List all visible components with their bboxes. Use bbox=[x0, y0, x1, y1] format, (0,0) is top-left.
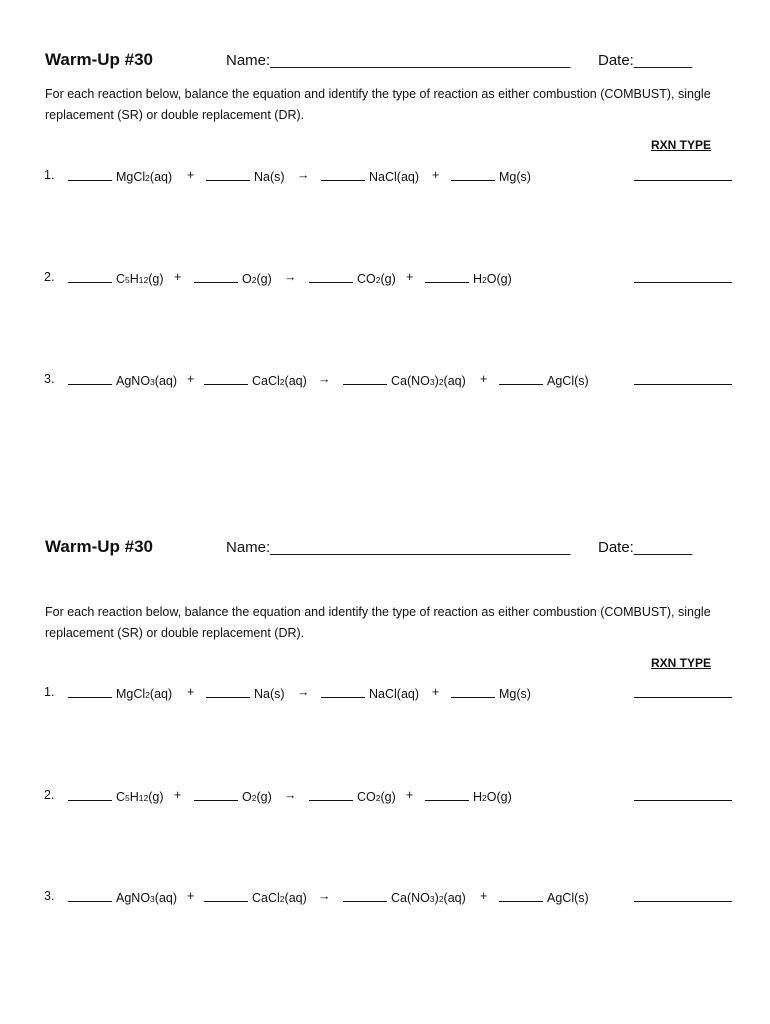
formula-base-2: H bbox=[129, 272, 139, 286]
coefficient-blank[interactable] bbox=[321, 685, 365, 698]
formula-subscript: 3 bbox=[150, 894, 155, 904]
worksheet-title: Warm-Up #30 bbox=[45, 537, 154, 556]
formula-subscript: 2 bbox=[279, 377, 285, 387]
coefficient-blank[interactable] bbox=[194, 788, 238, 801]
formula-subscript-2: 12 bbox=[138, 793, 149, 803]
formula-state: (aq) bbox=[154, 891, 178, 905]
coefficient-blank[interactable] bbox=[206, 168, 250, 181]
formula-subscript-2: 12 bbox=[138, 275, 149, 285]
product-1 bbox=[309, 788, 396, 804]
rxn-type-answer-line[interactable] bbox=[634, 697, 732, 698]
formula-base: AgNO bbox=[116, 891, 151, 905]
coefficient-blank[interactable] bbox=[451, 685, 495, 698]
formula-state: (g) bbox=[380, 790, 396, 804]
formula-subscript: 5 bbox=[125, 793, 130, 803]
formula-base: CaCl bbox=[252, 374, 280, 388]
formula-subscript: 2 bbox=[375, 793, 381, 803]
coefficient-blank[interactable] bbox=[204, 372, 248, 385]
coefficient-blank[interactable] bbox=[425, 270, 469, 283]
formula-state: (aq) bbox=[149, 687, 173, 701]
worksheet-top bbox=[0, 0, 770, 480]
formula-subscript: 3 bbox=[429, 377, 435, 387]
formula-state: (aq) bbox=[149, 170, 173, 184]
formula-subscript-2: 2 bbox=[438, 894, 444, 904]
formula-base: H bbox=[473, 272, 483, 286]
plus-sign: + bbox=[187, 372, 195, 386]
formula-state: (g) bbox=[496, 272, 512, 286]
coefficient-blank[interactable] bbox=[194, 270, 238, 283]
coefficient-blank[interactable] bbox=[309, 270, 353, 283]
formula-state: (g) bbox=[148, 790, 164, 804]
product-2 bbox=[451, 168, 531, 184]
formula-state: (s) bbox=[516, 170, 531, 184]
plus-sign: + bbox=[406, 270, 414, 284]
coefficient-blank[interactable] bbox=[68, 372, 112, 385]
plus-sign: + bbox=[432, 685, 440, 699]
coefficient-blank[interactable] bbox=[68, 685, 112, 698]
formula-subscript: 5 bbox=[125, 275, 130, 285]
rxn-type-answer-line[interactable] bbox=[634, 282, 732, 283]
worksheet-bottom bbox=[0, 488, 770, 968]
reactant-2 bbox=[204, 372, 307, 388]
arrow-icon: → bbox=[284, 270, 297, 284]
rxn-type-answer-line[interactable] bbox=[634, 384, 732, 385]
formula-base-2: H bbox=[129, 790, 139, 804]
formula-subscript: 2 bbox=[145, 690, 150, 700]
formula-base: Mg bbox=[499, 170, 517, 184]
instructions: For each reaction below, balance the equation and identify the type of reaction as either combustion (COMBUST), single replacement (SR) or double replacement (DR). bbox=[45, 87, 711, 122]
formula-base: MgCl bbox=[116, 170, 146, 184]
formula-state: (g) bbox=[256, 272, 272, 286]
product-1 bbox=[321, 168, 419, 184]
coefficient-blank[interactable] bbox=[68, 270, 112, 283]
reaction-number: 3. bbox=[44, 889, 55, 903]
arrow-icon: → bbox=[318, 372, 331, 386]
formula-base: AgCl bbox=[547, 374, 575, 388]
reactant-1 bbox=[68, 270, 164, 286]
formula-state: (s) bbox=[269, 687, 285, 701]
reactant-2 bbox=[194, 270, 272, 286]
formula-state: (g) bbox=[380, 272, 396, 286]
formula-state: (g) bbox=[496, 790, 512, 804]
formula-base: O bbox=[242, 790, 252, 804]
formula-base: Ca(NO bbox=[391, 891, 430, 905]
product-1 bbox=[343, 889, 466, 905]
date-field[interactable]: Date:_______ bbox=[598, 539, 693, 556]
reactant-2 bbox=[206, 168, 285, 184]
formula-state: (s) bbox=[516, 687, 531, 701]
reactant-1 bbox=[68, 685, 172, 701]
formula-subscript: 2 bbox=[482, 793, 487, 803]
coefficient-blank[interactable] bbox=[68, 889, 112, 902]
formula-base: MgCl bbox=[116, 687, 146, 701]
formula-base-2: ) bbox=[434, 891, 439, 905]
coefficient-blank[interactable] bbox=[68, 788, 112, 801]
reactant-2 bbox=[206, 685, 285, 701]
coefficient-blank[interactable] bbox=[499, 372, 543, 385]
reaction-number: 2. bbox=[44, 788, 55, 802]
coefficient-blank[interactable] bbox=[204, 889, 248, 902]
date-field[interactable]: Date:_______ bbox=[598, 52, 693, 69]
name-field[interactable]: Name:____________________________________ bbox=[226, 539, 571, 556]
coefficient-blank[interactable] bbox=[343, 889, 387, 902]
reactant-1 bbox=[68, 372, 177, 388]
reaction-row bbox=[0, 372, 770, 392]
formula-base-2: O bbox=[486, 272, 497, 286]
plus-sign: + bbox=[187, 168, 195, 182]
reactant-2 bbox=[194, 788, 272, 804]
formula-base: AgNO bbox=[116, 374, 151, 388]
coefficient-blank[interactable] bbox=[499, 889, 543, 902]
arrow-icon: → bbox=[318, 889, 331, 903]
plus-sign: + bbox=[480, 889, 488, 903]
reaction-row bbox=[0, 685, 770, 705]
rxn-type-header: RXN TYPE bbox=[651, 656, 712, 670]
reaction-number: 2. bbox=[44, 270, 55, 284]
formula-state: (s) bbox=[574, 891, 589, 905]
instructions: For each reaction below, balance the equation and identify the type of reaction as either combustion (COMBUST), single replacement (SR) or double replacement (DR). bbox=[45, 605, 711, 640]
formula-base: CO bbox=[357, 790, 376, 804]
formula-subscript-2: 2 bbox=[438, 377, 444, 387]
formula-state: (aq) bbox=[443, 374, 466, 388]
product-2 bbox=[425, 788, 512, 804]
arrow-icon: → bbox=[297, 168, 310, 182]
reaction-number: 3. bbox=[44, 372, 55, 386]
formula-state: (s) bbox=[269, 170, 285, 184]
formula-base: NaCl bbox=[369, 687, 397, 701]
product-2 bbox=[499, 889, 589, 905]
formula-state: (aq) bbox=[443, 891, 466, 905]
rxn-type-answer-line[interactable] bbox=[634, 901, 732, 902]
product-2 bbox=[451, 685, 531, 701]
formula-state: (g) bbox=[148, 272, 164, 286]
rxn-type-answer-line[interactable] bbox=[634, 800, 732, 801]
formula-base-2: ) bbox=[434, 374, 439, 388]
reactant-1 bbox=[68, 889, 177, 905]
formula-state: (s) bbox=[574, 374, 589, 388]
product-2 bbox=[499, 372, 589, 388]
product-1 bbox=[321, 685, 419, 701]
rxn-type-header: RXN TYPE bbox=[651, 138, 712, 152]
formula-base: CO bbox=[357, 272, 376, 286]
coefficient-blank[interactable] bbox=[321, 168, 365, 181]
plus-sign: + bbox=[187, 889, 195, 903]
name-field[interactable]: Name:____________________________________ bbox=[226, 52, 571, 69]
reactant-1 bbox=[68, 788, 164, 804]
formula-base: Na bbox=[254, 170, 270, 184]
product-2 bbox=[425, 270, 512, 286]
coefficient-blank[interactable] bbox=[343, 372, 387, 385]
formula-subscript: 2 bbox=[251, 275, 257, 285]
formula-state: (aq) bbox=[154, 374, 178, 388]
plus-sign: + bbox=[174, 270, 182, 284]
formula-state: (aq) bbox=[284, 374, 307, 388]
product-1 bbox=[343, 372, 466, 388]
rxn-type-answer-line[interactable] bbox=[634, 180, 732, 181]
plus-sign: + bbox=[406, 788, 414, 802]
formula-base-2: O bbox=[486, 790, 497, 804]
formula-base: C bbox=[116, 272, 126, 286]
coefficient-blank[interactable] bbox=[451, 168, 495, 181]
formula-base: Ca(NO bbox=[391, 374, 430, 388]
reaction-row bbox=[0, 270, 770, 290]
formula-subscript: 3 bbox=[429, 894, 435, 904]
formula-subscript: 2 bbox=[279, 894, 285, 904]
formula-state: (aq) bbox=[284, 891, 307, 905]
coefficient-blank[interactable] bbox=[206, 685, 250, 698]
formula-base: Mg bbox=[499, 687, 517, 701]
coefficient-blank[interactable] bbox=[425, 788, 469, 801]
formula-base: C bbox=[116, 790, 126, 804]
formula-state: (aq) bbox=[396, 687, 420, 701]
reaction-number: 1. bbox=[44, 685, 55, 699]
reaction-number: 1. bbox=[44, 168, 55, 182]
reaction-row bbox=[0, 889, 770, 909]
plus-sign: + bbox=[187, 685, 195, 699]
formula-base: CaCl bbox=[252, 891, 280, 905]
formula-subscript: 2 bbox=[375, 275, 381, 285]
plus-sign: + bbox=[432, 168, 440, 182]
plus-sign: + bbox=[480, 372, 488, 386]
formula-subscript: 2 bbox=[251, 793, 257, 803]
coefficient-blank[interactable] bbox=[68, 168, 112, 181]
reactant-1 bbox=[68, 168, 172, 184]
reactant-2 bbox=[204, 889, 307, 905]
arrow-icon: → bbox=[297, 685, 310, 699]
formula-base: Na bbox=[254, 687, 270, 701]
formula-subscript: 2 bbox=[145, 173, 150, 183]
reaction-row bbox=[0, 168, 770, 188]
coefficient-blank[interactable] bbox=[309, 788, 353, 801]
product-1 bbox=[309, 270, 396, 286]
formula-base: AgCl bbox=[547, 891, 575, 905]
plus-sign: + bbox=[174, 788, 182, 802]
arrow-icon: → bbox=[284, 788, 297, 802]
formula-subscript: 2 bbox=[482, 275, 487, 285]
formula-base: O bbox=[242, 272, 252, 286]
reaction-row bbox=[0, 788, 770, 808]
formula-state: (g) bbox=[256, 790, 272, 804]
worksheet-title: Warm-Up #30 bbox=[45, 50, 154, 69]
formula-subscript: 3 bbox=[150, 377, 155, 387]
formula-state: (aq) bbox=[396, 170, 420, 184]
formula-base: H bbox=[473, 790, 483, 804]
formula-base: NaCl bbox=[369, 170, 397, 184]
